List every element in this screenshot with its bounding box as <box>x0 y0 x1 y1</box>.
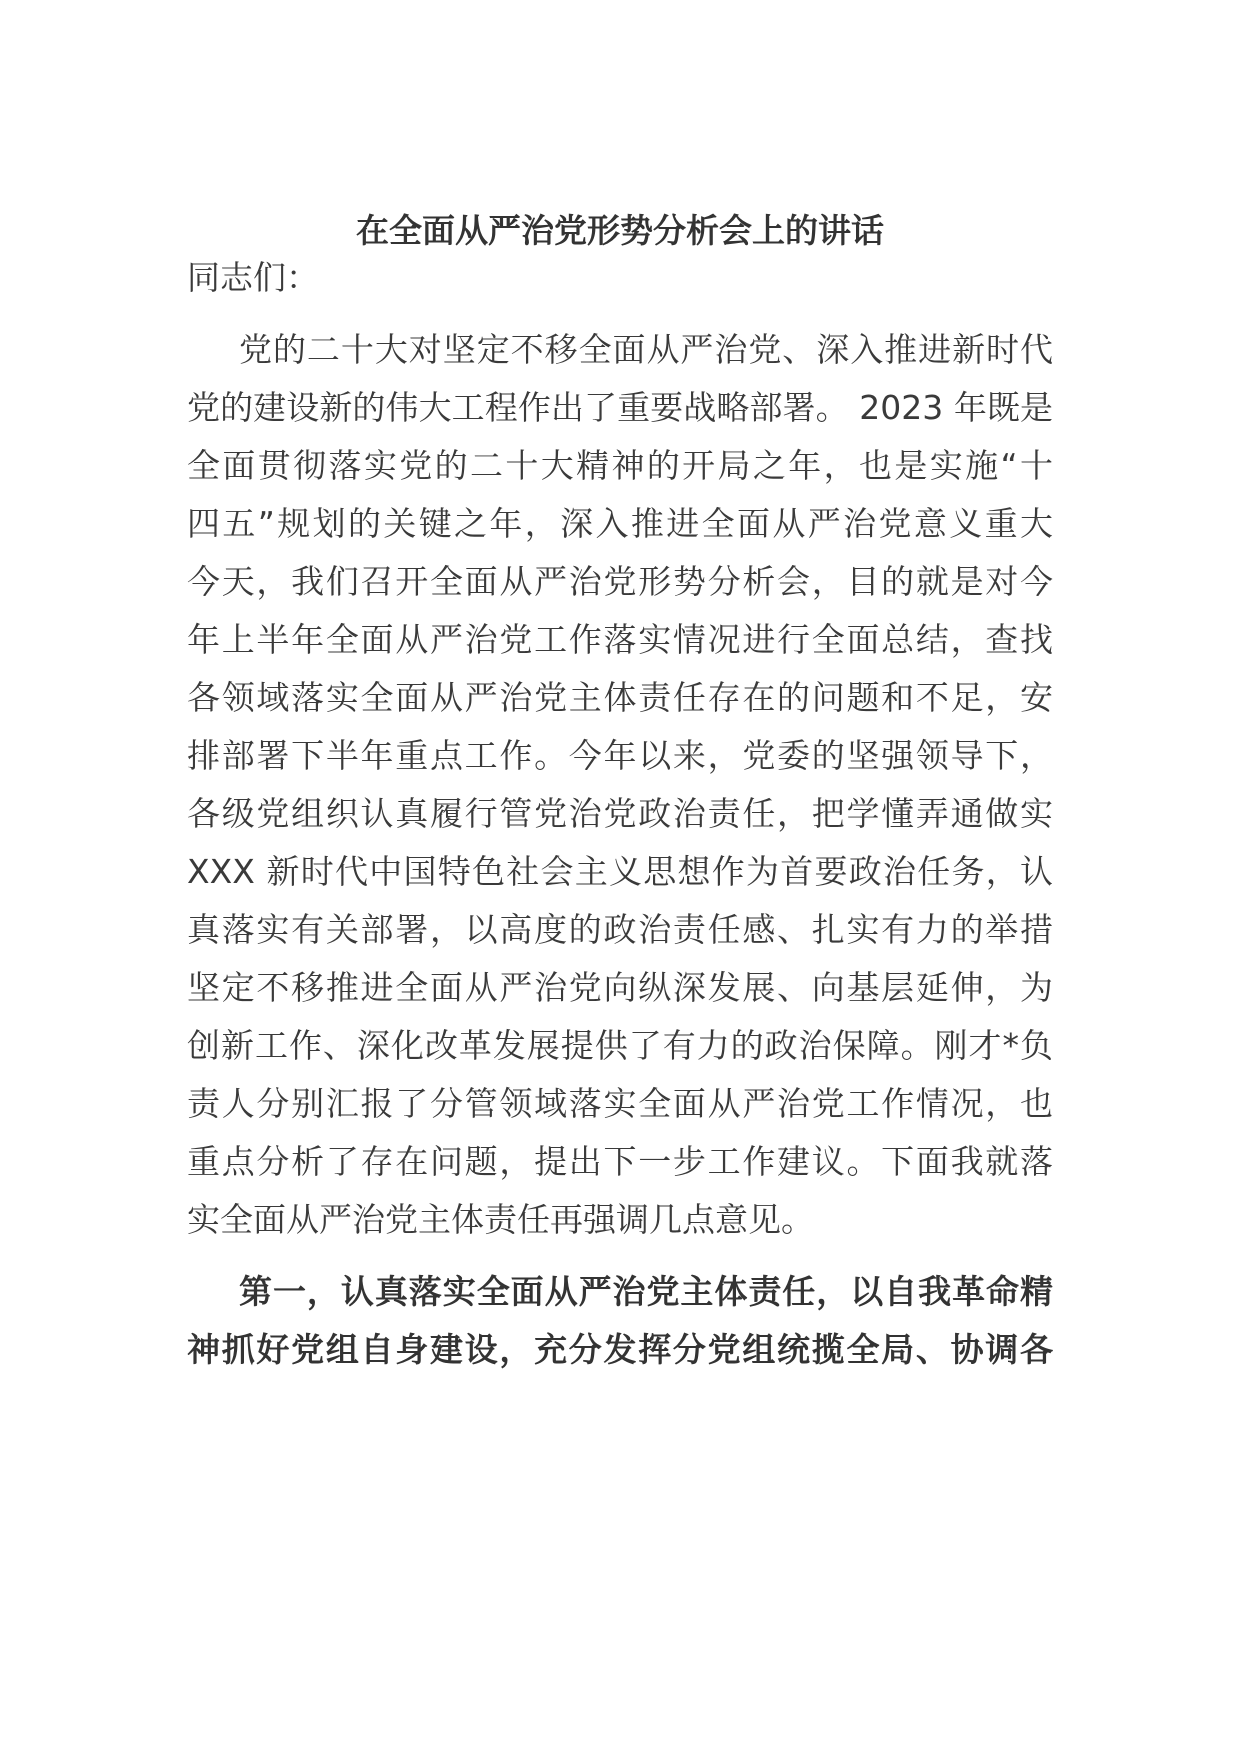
paragraph-line: 年上半年全面从严治党工作落实情况进行全面总结，查找 <box>187 620 1053 659</box>
paragraph-line: 四五”规划的关键之年，深入推进全面从严治党意义重大 <box>187 504 1053 543</box>
paragraph-line-bold: 第一，认真落实全面从严治党主体责任，以自我革命精 <box>239 1272 1053 1311</box>
paragraph-line: 排部署下半年重点工作。今年以来，党委的坚强领导下， <box>187 736 1053 775</box>
paragraph-line: 真落实有关部署，以高度的政治责任感、扎实有力的举措 <box>187 910 1053 949</box>
paragraph-line: XXX 新时代中国特色社会主义思想作为首要政治任务，认 <box>187 852 1053 891</box>
greeting: 同志们： <box>187 258 319 297</box>
paragraph-line: 今天，我们召开全面从严治党形势分析会，目的就是对今 <box>187 562 1053 601</box>
document-title: 在全面从严治党形势分析会上的讲话 <box>356 211 884 250</box>
paragraph-line: 重点分析了存在问题，提出下一步工作建议。下面我就落 <box>187 1142 1053 1181</box>
paragraph-line: 创新工作、深化改革发展提供了有力的政治保障。刚才*负 <box>187 1026 1053 1065</box>
paragraph-line: 实全面从严治党主体责任再强调几点意见。 <box>187 1200 814 1239</box>
paragraph-line: 各级党组织认真履行管党治党政治责任，把学懂弄通做实 <box>187 794 1053 833</box>
paragraph-line: 全面贯彻落实党的二十大精神的开局之年，也是实施“十 <box>187 446 1053 485</box>
paragraph-line: 各领域落实全面从严治党主体责任存在的问题和不足，安 <box>187 678 1053 717</box>
paragraph-line: 党的建设新的伟大工程作出了重要战略部署。 2023 年既是 <box>187 388 1053 427</box>
paragraph-line: 党的二十大对坚定不移全面从严治党、深入推进新时代 <box>239 330 1053 369</box>
paragraph-line: 责人分别汇报了分管领域落实全面从严治党工作情况，也 <box>187 1084 1053 1123</box>
paragraph-line-bold: 神抓好党组自身建设，充分发挥分党组统揽全局、协调各 <box>187 1330 1053 1369</box>
paragraph-line: 坚定不移推进全面从严治党向纵深发展、向基层延伸，为 <box>187 968 1053 1007</box>
